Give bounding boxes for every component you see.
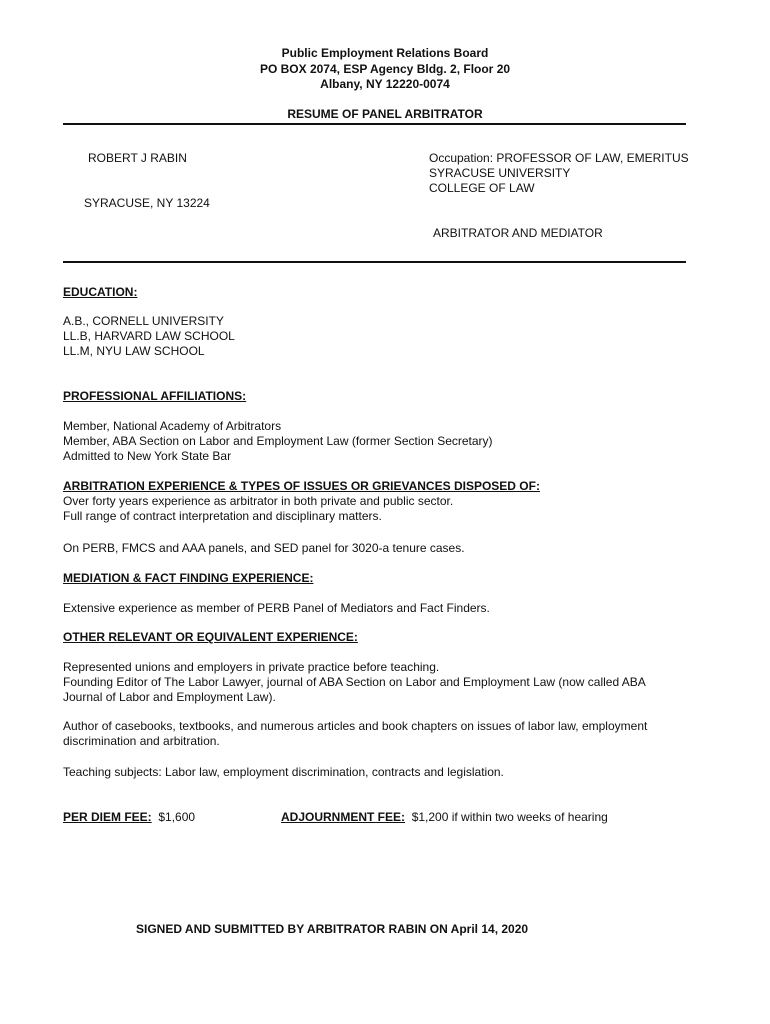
other-experience-line: Author of casebooks, textbooks, and numerous articles and book chapters on issues of labor law, employment [63,719,648,733]
org-address-line1: PO BOX 2074, ESP Agency Bldg. 2, Floor 20 [259,62,511,76]
arbitration-heading: ARBITRATION EXPERIENCE & TYPES OF ISSUES OR GRIEVANCES DISPOSED OF: [63,479,540,493]
education-item: A.B., CORNELL UNIVERSITY [63,314,224,328]
per-diem-fee [63,810,195,824]
other-experience-para1 [63,660,646,705]
arbitration-lines [63,494,453,524]
teaching-subjects: Teaching subjects: Labor law, employment discrimination, contracts and legislation. [63,765,504,779]
other-experience-line: Founding Editor of The Labor Lawyer, journal of ABA Section on Labor and Employment Law (now called ABA [63,675,646,689]
adjournment-fee [281,810,608,824]
document-title: RESUME OF PANEL ARBITRATOR [287,107,483,121]
mediation-text: Extensive experience as member of PERB Panel of Mediators and Fact Finders. [63,601,490,615]
org-name: Public Employment Relations Board [281,46,489,60]
header-divider [63,123,686,125]
education-item: LL.B, HARVARD LAW SCHOOL [63,329,235,343]
org-address-line2: Albany, NY 12220-0074 [320,77,450,91]
arbitrator-role: ARBITRATOR AND MEDIATOR [433,226,603,240]
adjournment-fee-label: ADJOURNMENT FEE: [281,810,406,824]
arbitration-line: Over forty years experience as arbitrator in both private and public sector. [63,494,454,508]
other-experience-line: Journal of Labor and Employment Law). [63,690,276,704]
education-list [63,314,235,359]
per-diem-fee-value: $1,600 [158,810,196,824]
affiliations-heading: PROFESSIONAL AFFILIATIONS: [63,389,247,403]
other-experience-heading: OTHER RELEVANT OR EQUIVALENT EXPERIENCE: [63,630,358,644]
arbitrator-name: ROBERT J RABIN [88,151,187,165]
per-diem-fee-label: PER DIEM FEE: [63,810,152,824]
arbitration-line: Full range of contract interpretation and disciplinary matters. [63,509,382,523]
affiliations-list [63,419,493,464]
other-experience-line: Represented unions and employers in private practice before teaching. [63,660,440,674]
arbitration-panels: On PERB, FMCS and AAA panels, and SED panel for 3020-a tenure cases. [63,541,465,555]
occupation-line: SYRACUSE UNIVERSITY [429,166,571,180]
person-divider [63,261,686,263]
signature-line: SIGNED AND SUBMITTED BY ARBITRATOR RABIN ON April 14, 2020 [136,922,529,936]
occupation-line: COLLEGE OF LAW [429,181,535,195]
other-experience-line: discrimination and arbitration. [63,734,220,748]
affiliation-item: Member, ABA Section on Labor and Employment Law (former Section Secretary) [63,434,493,448]
occupation-block [429,151,689,196]
occupation-line: Occupation: PROFESSOR OF LAW, EMERITUS [429,151,689,165]
affiliation-item: Admitted to New York State Bar [63,449,232,463]
affiliation-item: Member, National Academy of Arbitrators [63,419,282,433]
education-item: LL.M, NYU LAW SCHOOL [63,344,205,358]
education-heading: EDUCATION: [63,285,138,299]
adjournment-fee-value: $1,200 if within two weeks of hearing [411,810,608,824]
mediation-heading: MEDIATION & FACT FINDING EXPERIENCE: [63,571,314,585]
arbitrator-city: SYRACUSE, NY 13224 [84,196,210,210]
other-experience-para2 [63,719,647,749]
